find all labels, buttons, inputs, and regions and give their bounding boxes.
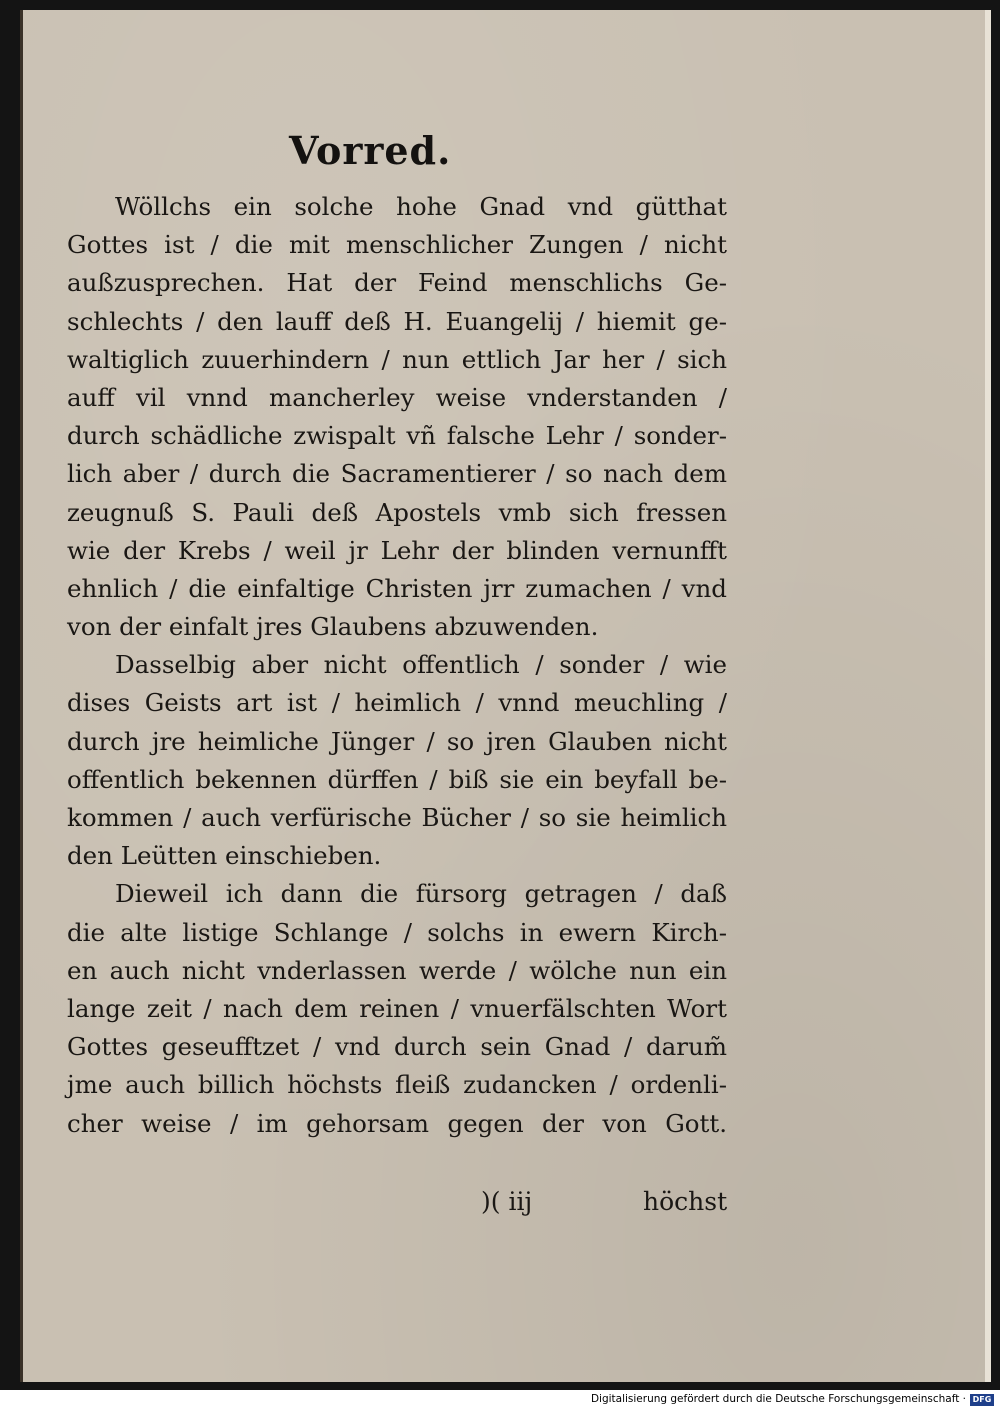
text-line: kommen / auch verfürische Bücher / so sie heimlich (67, 803, 727, 832)
text-line: waltiglich zuuerhindern / nun ettlich Jar her / sich (67, 344, 727, 374)
text-block (67, 188, 727, 1143)
text-line: lich aber / durch die Sacramentierer / so nach dem (67, 459, 727, 489)
digitization-credit: Digitalisierung gefördert durch die Deutsche Forschungsgemeinschaft · (590, 1393, 966, 1405)
text-line: auff vil vnnd mancherley weise vnderstanden / (67, 382, 727, 412)
text-line: dises Geists art ist / heimlich / vnnd meuchling / (67, 688, 727, 718)
text-line: den Leütten einschieben. (67, 841, 382, 871)
text-line: Wöllchs ein solche hohe Gnad vnd gütthat (115, 192, 727, 221)
text-line: zeugnuß S. Pauli deß Apostels vmb sich fressen (67, 497, 727, 527)
text-line: außzusprechen. Hat der Feind menschlichs Ge- (67, 268, 727, 298)
text-line: durch jre heimliche Jünger / so jren Glauben nicht (67, 726, 727, 756)
book-page (20, 10, 985, 1382)
text-line: von der einfalt jres Glaubens abzuwenden. (67, 612, 599, 642)
dfg-logo: DFG (970, 1394, 994, 1406)
text-line: Gottes geseufftzet / vnd durch sein Gnad / darum̃ (67, 1032, 727, 1062)
text-line: wie der Krebs / weil jr Lehr der blinden vernunfft (67, 535, 727, 565)
running-head: Vorred. (289, 128, 452, 173)
text-line: schlechts / den lauff deß H. Euangelij / hiemit ge- (67, 306, 727, 336)
signature-mark: )( iij (481, 1187, 533, 1216)
text-line: Dieweil ich dann die fürsorg getragen / daß (115, 879, 727, 909)
text-line: jme auch billich höchsts fleiß zudancken / ordenli- (67, 1070, 727, 1100)
catchword: höchst (643, 1187, 728, 1216)
text-line: Dasselbig aber nicht offentlich / sonder / wie (115, 650, 727, 680)
page-edge (985, 10, 991, 1382)
text-line: cher weise / im gehorsam gegen der von Gott. (67, 1108, 727, 1138)
text-line: en auch nicht vnderlassen werde / wölche nun ein (67, 955, 727, 985)
text-line: die alte listige Schlange / solchs in ewern Kirch- (67, 917, 727, 947)
text-line: durch schädliche zwispalt vñ falsche Lehr / sonder- (67, 421, 727, 451)
text-line: lange zeit / nach dem reinen / vnuerfälschten Wort (67, 993, 727, 1023)
text-line: offentlich bekennen dürffen / biß sie ein beyfall be- (67, 764, 727, 794)
text-line: ehnlich / die einfaltige Christen jrr zumachen / vnd (67, 573, 727, 603)
text-line: Gottes ist / die mit menschlicher Zungen / nicht (67, 230, 727, 260)
